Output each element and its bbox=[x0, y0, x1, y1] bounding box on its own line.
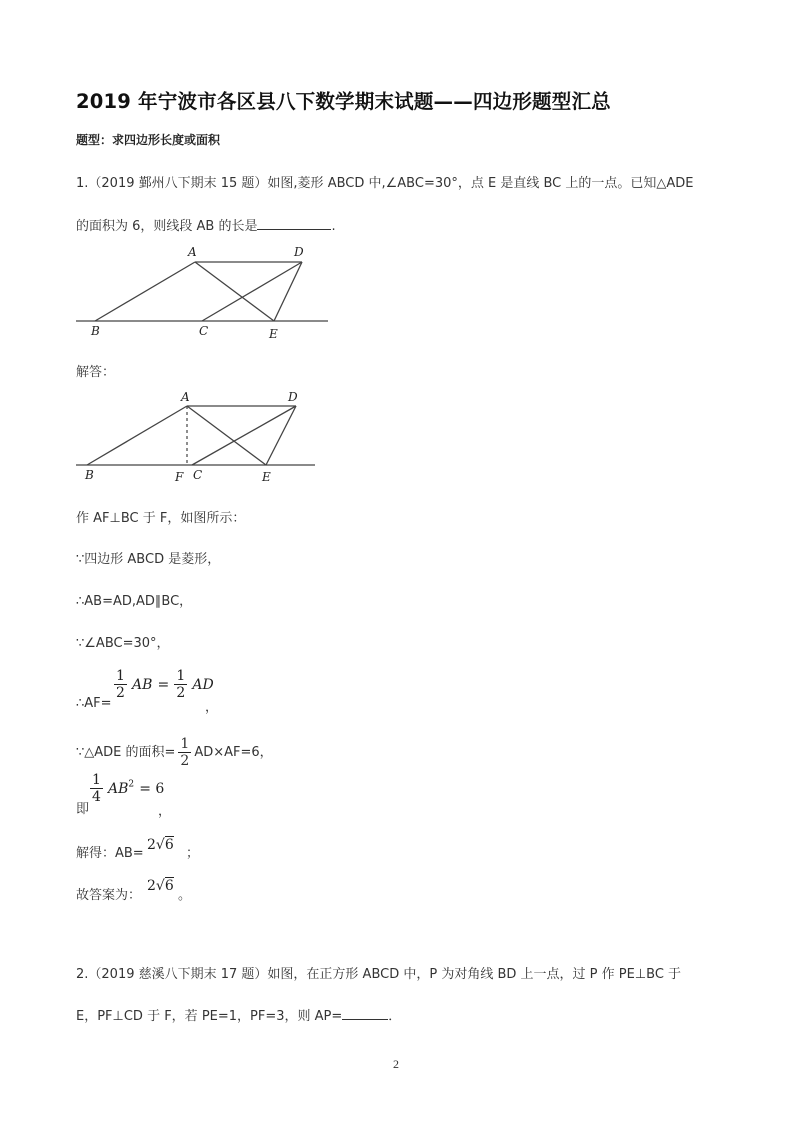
label-a: A bbox=[181, 390, 190, 404]
label-d: D bbox=[294, 245, 304, 259]
segment-ae bbox=[187, 406, 266, 465]
answer-heading: 解答： bbox=[76, 365, 116, 380]
solution-step-6 bbox=[76, 736, 273, 769]
problem2-line2-end: ． bbox=[388, 1009, 402, 1024]
problem2-line2 bbox=[76, 1005, 401, 1024]
side-cd bbox=[202, 262, 302, 321]
formula-af bbox=[114, 668, 214, 701]
label-b: B bbox=[91, 324, 100, 338]
step6-prefix: ∵△ADE 的面积= bbox=[76, 745, 176, 760]
solution-step-8 bbox=[76, 842, 144, 861]
problem1-line2-end: . bbox=[331, 219, 336, 234]
step6-suffix: AD×AF=6， bbox=[194, 745, 273, 760]
section-subtitle: 题型：求四边形长度或面积 bbox=[76, 133, 221, 147]
answer-blank bbox=[342, 1007, 388, 1020]
solution-step-7-suffix: ， bbox=[158, 804, 172, 819]
page-number: 2 bbox=[393, 1057, 399, 1071]
math-ad: AD bbox=[192, 677, 214, 693]
fraction-half: $\frac{1}{2}$ bbox=[176, 668, 186, 701]
problem1-line2-text: 的面积为 6，则线段 AB 的长是 bbox=[76, 219, 258, 234]
solution-step-4: ∵∠ABC=30°， bbox=[76, 636, 170, 651]
sqrt-sign: √ bbox=[155, 837, 165, 853]
solution-step-9 bbox=[76, 884, 141, 903]
solution-step-7-prefix: 即 bbox=[76, 802, 90, 817]
formula-area bbox=[90, 772, 164, 805]
label-e: E bbox=[262, 470, 271, 484]
label-c: C bbox=[193, 468, 203, 482]
sqrt-coefficient: 2 bbox=[147, 837, 156, 853]
page-title: 2019 年宁波市各区县八下数学期末试题——四边形题型汇总 bbox=[76, 90, 611, 113]
problem1-line1: 1.（2019 鄞州八下期末 15 题）如图,菱形 ABCD 中,∠ABC=30°，点 E 是直线 BC 上的一点。已知△ADE bbox=[76, 176, 694, 191]
problem2-line1: 2.（2019 慈溪八下期末 17 题）如图，在正方形 ABCD 中，P 为对角线 BD 上一点，过 P 作 PE⊥BC 于 bbox=[76, 967, 682, 982]
sqrt-sign: √ bbox=[155, 878, 165, 894]
solution-step-2: ∵四边形 ABCD 是菱形， bbox=[76, 552, 221, 567]
side-ab bbox=[95, 262, 195, 321]
step8-suffix: ； bbox=[186, 846, 200, 861]
step9-suffix: 。 bbox=[178, 888, 192, 903]
fraction-half: $\frac{1}{2}$ bbox=[180, 736, 190, 769]
label-e: E bbox=[269, 327, 278, 341]
sqrt-expression-final bbox=[147, 875, 174, 894]
side-ab bbox=[87, 406, 187, 465]
step8-prefix: 解得：AB= bbox=[76, 846, 144, 861]
sqrt-radicand: 6 bbox=[164, 878, 174, 894]
math-eq-6: = 6 bbox=[139, 781, 165, 797]
fraction-quarter: $\frac{1}{4}$ bbox=[92, 772, 101, 805]
label-f: F bbox=[175, 470, 184, 484]
math-eq: = bbox=[157, 677, 170, 693]
math-exponent: 2 bbox=[128, 779, 135, 790]
solution-step-5-prefix: ∴AF= bbox=[76, 696, 112, 711]
label-a: A bbox=[188, 245, 197, 259]
solution-step-1: 作 AF⊥BC 于 F，如图所示： bbox=[76, 511, 246, 526]
sqrt-radicand: 6 bbox=[164, 837, 174, 853]
step9-prefix: 故答案为： bbox=[76, 888, 142, 903]
figure-rhombus-2 bbox=[70, 387, 325, 489]
answer-blank bbox=[257, 217, 331, 230]
figure-rhombus-1 bbox=[70, 240, 335, 345]
math-ab: AB bbox=[108, 781, 129, 797]
solution-step-3: ∴AB=AD,AD∥BC， bbox=[76, 594, 193, 609]
fraction-half: $\frac{1}{2}$ bbox=[116, 668, 125, 701]
problem1-line2 bbox=[76, 215, 336, 234]
math-ab: AB bbox=[132, 677, 153, 693]
sqrt-expression bbox=[147, 834, 174, 853]
label-b: B bbox=[85, 468, 94, 482]
sqrt-coefficient: 2 bbox=[147, 878, 156, 894]
problem2-line2-text: E，PF⊥CD 于 F，若 PE=1，PF=3，则 AP= bbox=[76, 1009, 343, 1024]
label-d: D bbox=[288, 390, 298, 404]
segment-ae bbox=[195, 262, 274, 321]
solution-step-5-suffix: ， bbox=[205, 700, 219, 715]
label-c: C bbox=[199, 324, 209, 338]
